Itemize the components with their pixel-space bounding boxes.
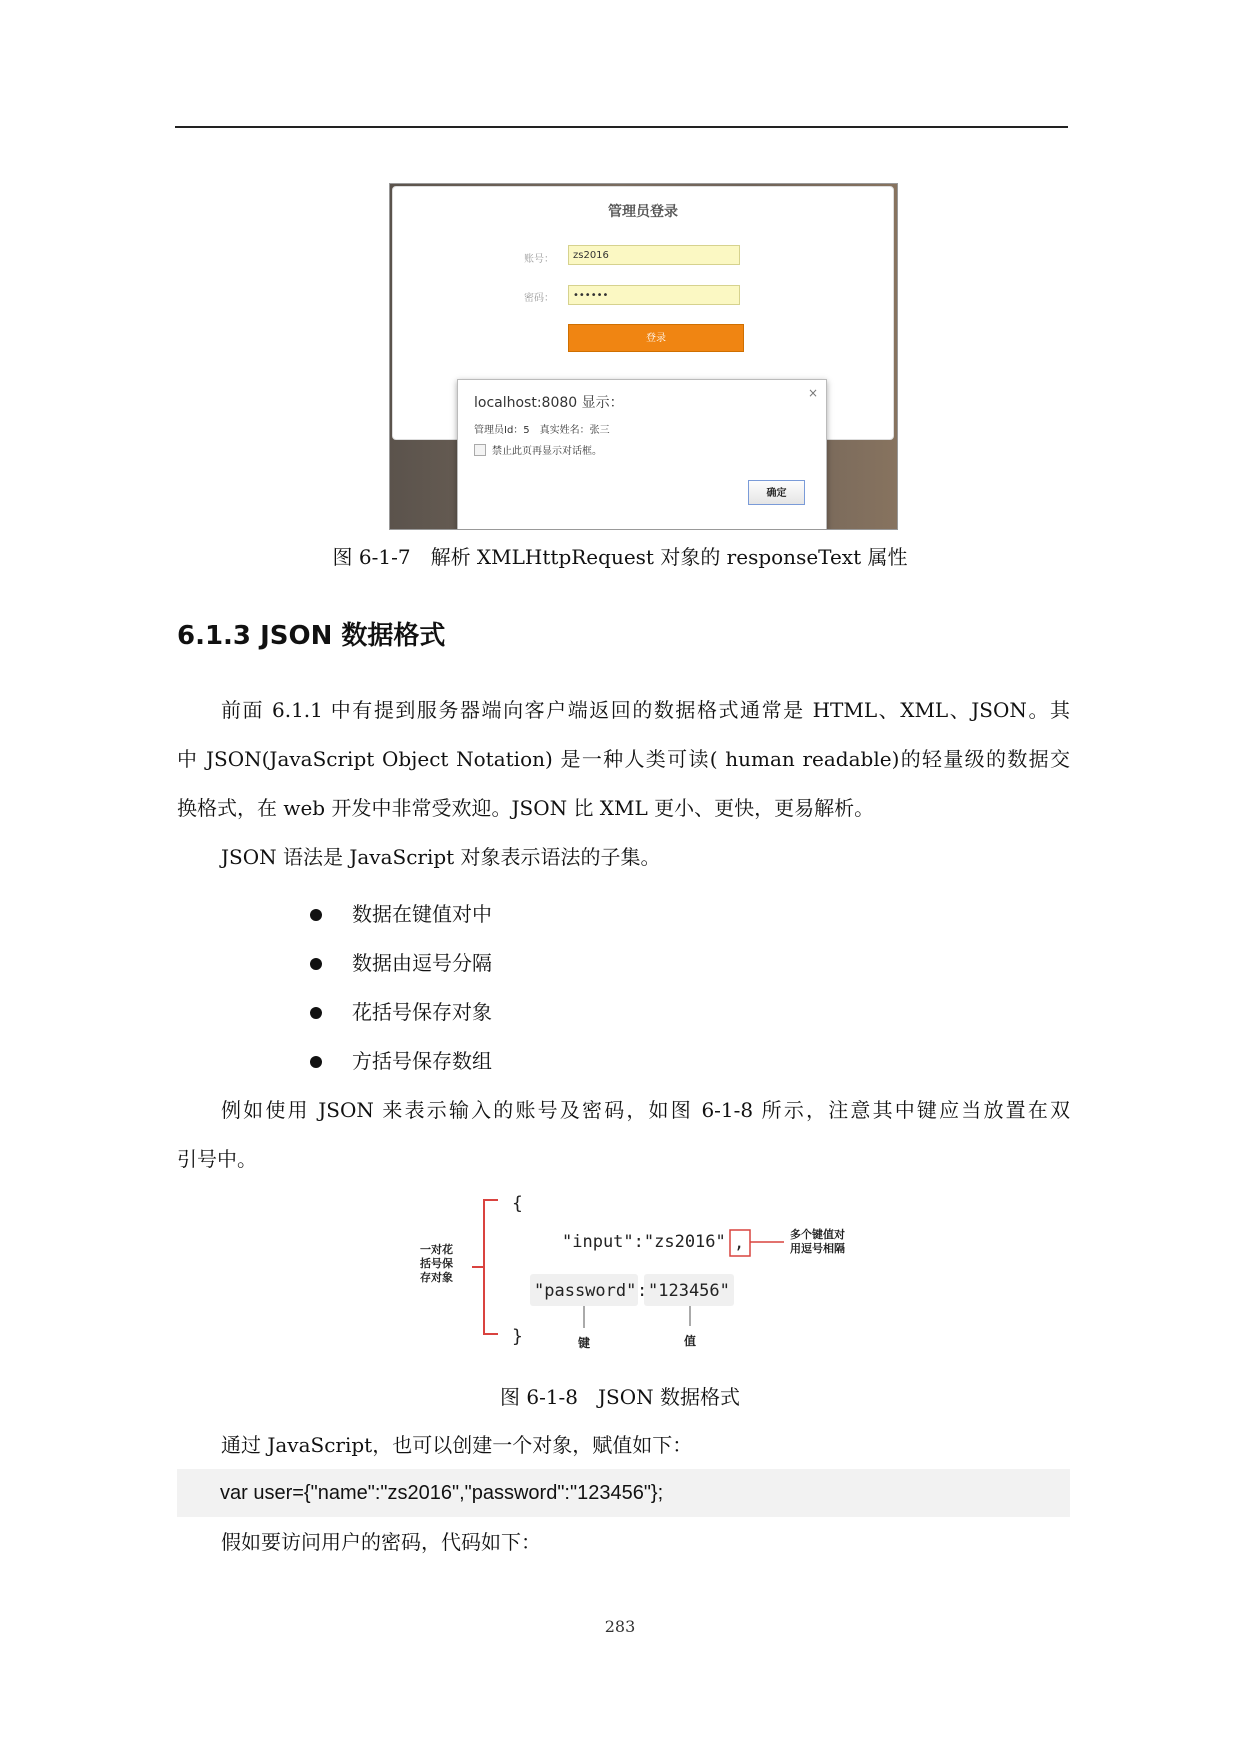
paragraph-access-password xyxy=(177,1518,1070,1567)
login-title: 管理员登录 xyxy=(608,204,678,220)
paragraph-intro xyxy=(177,686,1070,882)
right-label-line1: 多个键值对 xyxy=(790,1228,845,1241)
bullet-icon xyxy=(310,909,322,921)
json-format-diagram xyxy=(420,1186,880,1356)
paragraph-intro-line1: 前面 6.1.1 中有提到服务器端向客户端返回的数据格式通常是 HTML、XML、JSON。其 xyxy=(221,698,1070,722)
paragraph-create-object-text: 通过 JavaScript，也可以创建一个对象，赋值如下： xyxy=(221,1433,693,1457)
dialog-message: 管理员Id：5 真实姓名：张三 xyxy=(474,425,610,436)
suppress-dialog-label: 禁止此页再显示对话框。 xyxy=(492,446,602,457)
account-label: 账号： xyxy=(524,254,554,265)
paragraph-syntax: JSON 语法是 JavaScript 对象表示语法的子集。 xyxy=(221,845,661,869)
paragraph-example-line2: 引号中。 xyxy=(177,1147,257,1171)
json-line-input: "input":"zs2016" xyxy=(562,1232,726,1252)
paragraph-access-password-text: 假如要访问用户的密码，代码如下： xyxy=(221,1530,541,1554)
figure-caption-6-1-7: 图 6-1-7 解析 XMLHttpRequest 对象的 responseText 属性 xyxy=(332,545,908,569)
list-item-text: 数据由逗号分隔 xyxy=(352,951,492,975)
list-item xyxy=(310,939,492,988)
right-label-line2: 用逗号相隔 xyxy=(790,1242,845,1255)
bullet-icon xyxy=(310,1007,322,1019)
paragraph-intro-line2: 中 JSON(JavaScript Object Notation) 是一种人类可读( human readable)的轻量级的数据交 xyxy=(177,747,1070,771)
figure-caption-6-1-8: 图 6-1-8 JSON 数据格式 xyxy=(499,1385,741,1409)
value-label: 值 xyxy=(684,1334,697,1348)
paragraph-example-line1: 例如使用 JSON 来表示输入的账号及密码，如图 6-1-8 所示，注意其中键应当放置在双 xyxy=(221,1098,1070,1122)
list-item xyxy=(310,988,492,1037)
login-button[interactable]: 登录 xyxy=(568,324,744,352)
key-label: 键 xyxy=(578,1336,591,1350)
alert-dialog xyxy=(457,379,827,530)
bullet-icon xyxy=(310,1056,322,1068)
suppress-dialog-row[interactable] xyxy=(474,442,602,457)
paragraph-create-object xyxy=(177,1421,1070,1470)
json-diagram-svg xyxy=(420,1186,880,1356)
list-item-text: 方括号保存数组 xyxy=(352,1049,492,1073)
password-label: 密码： xyxy=(524,293,554,304)
left-label-line2: 括号保 xyxy=(420,1257,453,1270)
suppress-dialog-checkbox[interactable] xyxy=(474,444,486,456)
header-rule xyxy=(175,126,1068,128)
list-item-text: 数据在键值对中 xyxy=(352,902,492,926)
syntax-bullet-list xyxy=(310,890,492,1086)
section-heading: 6.1.3 JSON 数据格式 xyxy=(177,621,446,651)
json-key-password: "password" xyxy=(534,1281,637,1301)
json-comma: , xyxy=(734,1233,745,1253)
open-brace: { xyxy=(512,1193,523,1214)
left-label-line3: 存对象 xyxy=(420,1271,453,1284)
page-number: 283 xyxy=(604,1617,636,1636)
left-label-line1: 一对花 xyxy=(420,1243,453,1256)
dialog-title: localhost:8080 显示： xyxy=(474,395,624,411)
ok-button[interactable]: 确定 xyxy=(748,480,805,505)
brace-bracket-line xyxy=(484,1200,498,1334)
paragraph-intro-line3: 换格式，在 web 开发中非常受欢迎。JSON 比 XML 更小、更快，更易解析。 xyxy=(177,796,875,820)
json-colon: : xyxy=(637,1281,648,1301)
paragraph-example xyxy=(177,1086,1070,1184)
login-screenshot-figure xyxy=(389,183,898,530)
list-item xyxy=(310,890,492,939)
close-icon[interactable]: × xyxy=(807,386,818,400)
json-value-password: "123456" xyxy=(648,1281,730,1301)
code-block: var user={"name":"zs2016","password":"123456"}; xyxy=(177,1469,1070,1517)
password-input[interactable]: •••••• xyxy=(568,285,740,305)
account-input[interactable]: zs2016 xyxy=(568,245,740,265)
list-item xyxy=(310,1037,492,1086)
list-item-text: 花括号保存对象 xyxy=(352,1000,492,1024)
bullet-icon xyxy=(310,958,322,970)
close-brace: } xyxy=(512,1326,523,1347)
